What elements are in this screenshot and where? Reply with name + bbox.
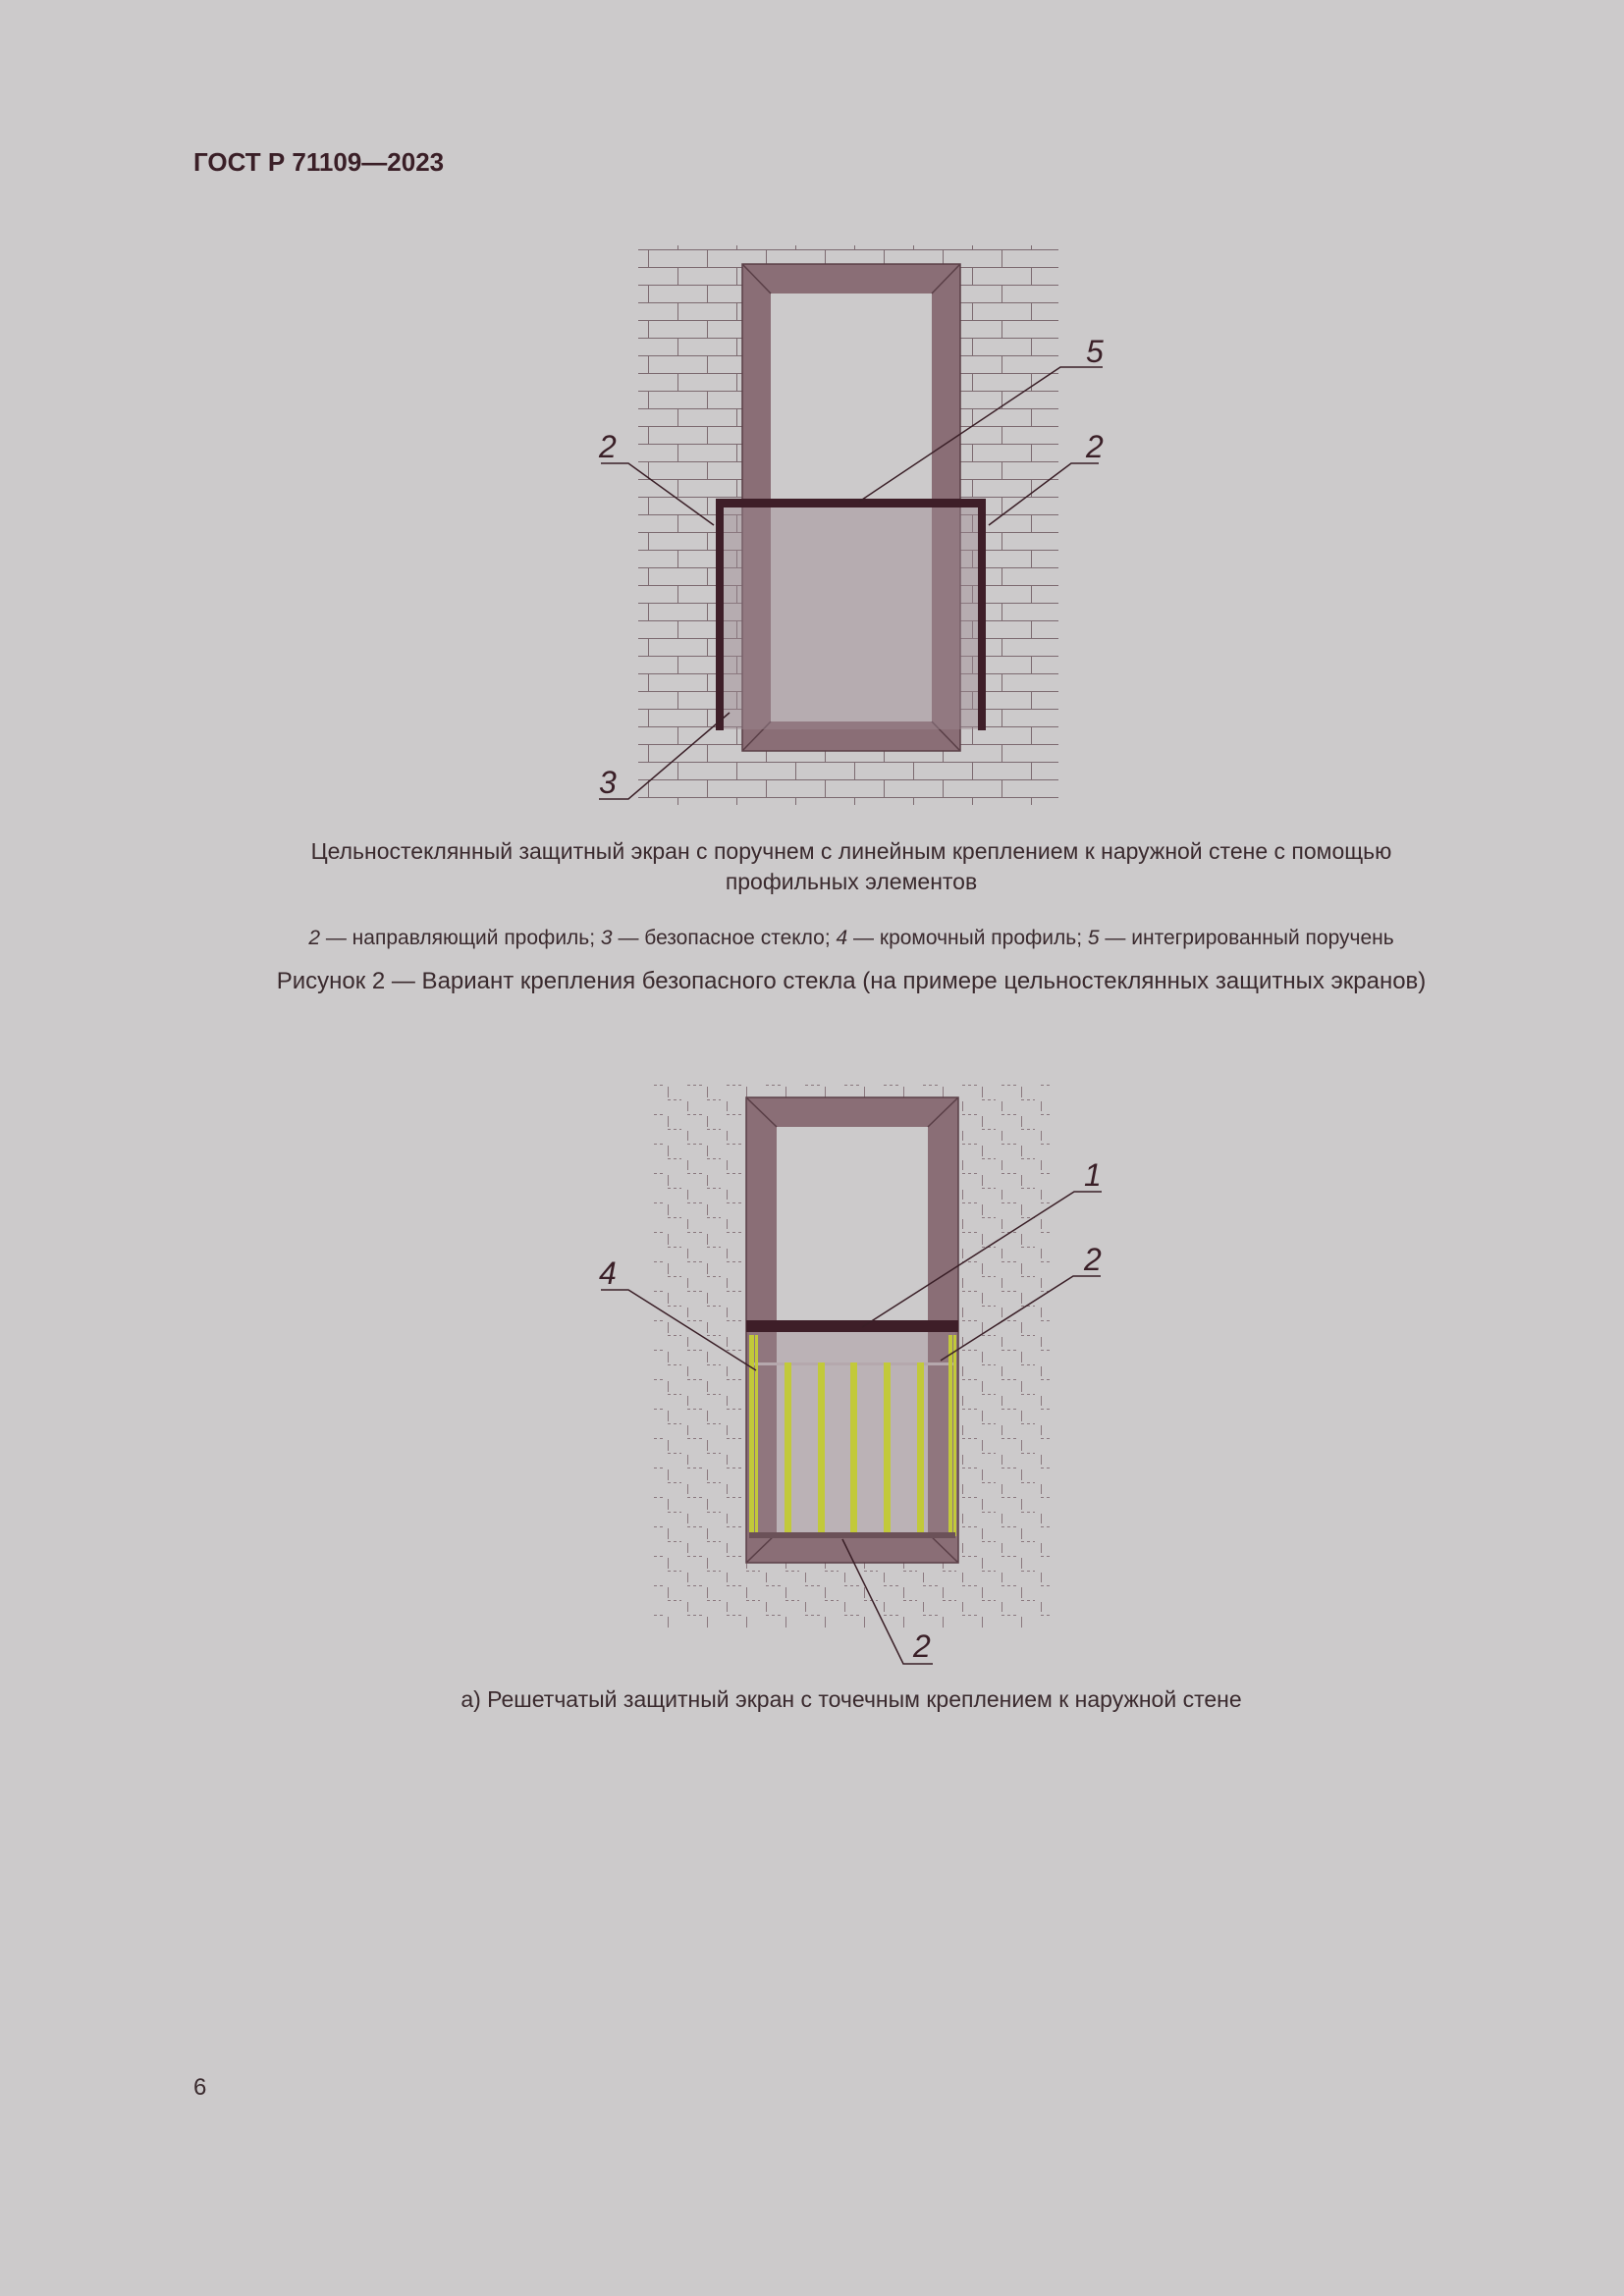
label-2-right: 2 [1086, 429, 1104, 464]
label-4: 4 [599, 1255, 617, 1291]
label-5: 5 [1086, 334, 1104, 369]
lattice-screen [749, 1330, 956, 1538]
document-header: ГОСТ Р 71109—2023 [193, 147, 445, 177]
safety-glass [720, 504, 983, 729]
figure-2-drawing [589, 1070, 1102, 1669]
label-2-bottom: 2 [913, 1629, 931, 1664]
figure-title: Рисунок 2 — Вариант крепления безопасного стекла (на примере цельностеклянных защитных экранов) [276, 968, 1427, 994]
label-3: 3 [599, 765, 617, 800]
label-2-left: 2 [599, 429, 617, 464]
handrail [746, 1320, 958, 1332]
integrated-handrail [716, 499, 986, 507]
figure-2a-caption: а) Решетчатый защитный экран с точечным креплением к наружной стене [460, 1686, 1242, 1712]
label-1: 1 [1084, 1157, 1102, 1193]
figure-1-drawing [589, 232, 1104, 821]
figure-legend: 2 — направляющий профиль; 3 — безопасное стекло; 4 — кромочный профиль; 5 — интегрированный поручень [308, 927, 1394, 949]
label-2-right: 2 [1084, 1242, 1102, 1277]
page-number: 6 [193, 2074, 207, 2101]
figure-1-caption: Цельностеклянный защитный экран с поручнем с линейным креплением к наружной стене с помощью профильных элементов [310, 838, 1392, 894]
